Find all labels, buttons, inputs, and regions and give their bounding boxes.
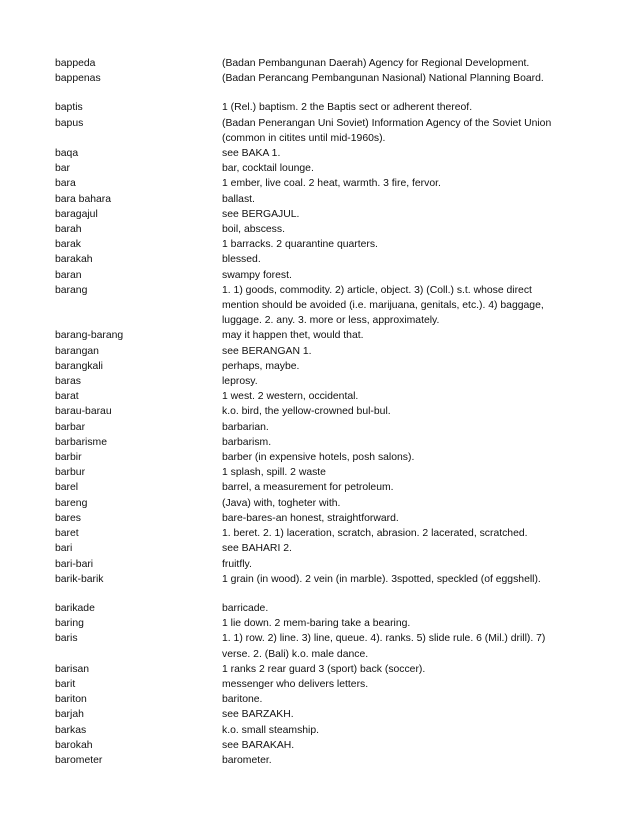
definition-line: 1 (Rel.) baptism. 2 the Baptis sect or adherent thereof. [222, 102, 473, 114]
entry-definition [222, 465, 575, 480]
entry-definition [222, 161, 575, 176]
definition-line: fruitfly. [222, 558, 252, 570]
entry-definition [222, 116, 575, 146]
definition-line: see BAKA 1. [222, 148, 281, 160]
entry-term: barat [55, 391, 79, 403]
glossary-entry [55, 496, 575, 511]
definition-line: see BERANGAN 1. [222, 345, 312, 357]
definition-line: baritone. [222, 694, 263, 706]
entry-definition [222, 541, 575, 556]
definition-line: mention should be avoided (i.e. marijuana, genitals, etc.). 4) baggage, [222, 300, 544, 312]
entry-definition [222, 480, 575, 495]
definition-line: 1 grain (in wood). 2 vein (in marble). 3spotted, speckled (of eggshell). [222, 573, 541, 585]
entry-term: barangan [55, 345, 99, 357]
definition-line: barbarism. [222, 436, 272, 448]
entry-term: barang [55, 284, 88, 296]
entry-term: baring [55, 618, 84, 630]
entry-term: bareng [55, 497, 88, 509]
entry-definition [222, 496, 575, 511]
glossary-entry [55, 753, 575, 768]
glossary-entry [55, 222, 575, 237]
entry-term: barik-barik [55, 573, 104, 585]
entry-term: bari [55, 543, 73, 555]
entry-term: barbarisme [55, 436, 107, 448]
entry-term: barel [55, 482, 79, 494]
entry-definition [222, 707, 575, 722]
entry-definition [222, 616, 575, 631]
entry-term: bar [55, 163, 71, 175]
definition-line: boil, abscess. [222, 224, 285, 236]
entry-term: barau-barau [55, 406, 112, 418]
glossary-entry [55, 344, 575, 359]
glossary-entry [55, 207, 575, 222]
entry-definition [222, 420, 575, 435]
entry-term: barakah [55, 254, 93, 266]
glossary-entry [55, 56, 575, 71]
entry-definition [222, 723, 575, 738]
entry-definition [222, 176, 575, 191]
entry-definition [222, 662, 575, 677]
entry-definition [222, 374, 575, 389]
entry-definition [222, 631, 575, 661]
definition-line: 1 ember, live coal. 2 heat, warmth. 3 fire, fervor. [222, 178, 441, 190]
glossary-entry [55, 465, 575, 480]
glossary-entry [55, 161, 575, 176]
glossary-entry [55, 435, 575, 450]
entry-term: barisan [55, 663, 90, 675]
entry-definition [222, 359, 575, 374]
glossary-entry [55, 283, 575, 329]
entry-term: barokah [55, 739, 93, 751]
entry-term: barbir [55, 452, 82, 464]
entry-definition [222, 56, 575, 71]
definition-line: see BERGAJUL. [222, 208, 300, 220]
entry-definition [222, 753, 575, 768]
entry-term: barbar [55, 421, 86, 433]
definition-line: (Java) with, togheter with. [222, 497, 341, 509]
entry-term: barikade [55, 602, 95, 614]
glossary-entry [55, 601, 575, 616]
definition-line: verse. 2. (Bali) k.o. male dance. [222, 648, 369, 660]
entry-definition [222, 237, 575, 252]
glossary-entry [55, 480, 575, 495]
glossary-entry [55, 511, 575, 526]
entry-term: baran [55, 269, 82, 281]
entry-term: barak [55, 239, 81, 251]
entry-term: baras [55, 376, 81, 388]
definition-line: barometer. [222, 754, 272, 766]
glossary-entry [55, 71, 575, 86]
glossary-entry [55, 662, 575, 677]
definition-line: k.o. small steamship. [222, 724, 320, 736]
glossary-entry [55, 541, 575, 556]
glossary-entry [55, 146, 575, 161]
definition-line: perhaps, maybe. [222, 360, 300, 372]
entry-definition [222, 328, 575, 343]
definition-line: see BARZAKH. [222, 709, 294, 721]
entry-definition [222, 557, 575, 572]
definition-line: barber (in expensive hotels, posh salons). [222, 452, 415, 464]
glossary-entry [55, 677, 575, 692]
definition-line: 1. beret. 2. 1) laceration, scratch, abrasion. 2 lacerated, scratched. [222, 528, 528, 540]
entry-definition [222, 344, 575, 359]
entry-definition [222, 100, 575, 115]
entry-term: barjah [55, 709, 84, 721]
entry-term: barit [55, 678, 76, 690]
definition-line: bare-bares-an honest, straightforward. [222, 512, 399, 524]
entry-definition [222, 268, 575, 283]
definition-line: (Badan Perancang Pembangunan Nasional) National Planning Board. [222, 73, 544, 85]
definition-line: messenger who delivers letters. [222, 678, 369, 690]
definition-line: 1 lie down. 2 mem-baring take a bearing. [222, 618, 411, 630]
definition-line: 1 ranks 2 rear guard 3 (sport) back (soccer). [222, 663, 426, 675]
definition-line: ballast. [222, 193, 255, 205]
entry-term: baqa [55, 148, 79, 160]
entry-definition [222, 207, 575, 222]
entry-definition [222, 572, 575, 587]
entry-term: barangkali [55, 360, 103, 372]
definition-line: 1 barracks. 2 quarantine quarters. [222, 239, 378, 251]
glossary-entry [55, 420, 575, 435]
glossary-entry [55, 252, 575, 267]
glossary-entry [55, 572, 575, 587]
entry-term: barbur [55, 467, 86, 479]
definition-line: barbarian. [222, 421, 269, 433]
definition-line: see BAHARI 2. [222, 543, 292, 555]
entry-term: bapus [55, 117, 84, 129]
entry-definition [222, 601, 575, 616]
glossary-entry [55, 526, 575, 541]
definition-line: 1. 1) row. 2) line. 3) line, queue. 4). ranks. 5) slide rule. 6 (Mil.) drill). 7) [222, 633, 546, 645]
definition-line: may it happen thet, would that. [222, 330, 364, 342]
glossary-entry [55, 116, 575, 146]
glossary-entry [55, 374, 575, 389]
entry-term: baragajul [55, 208, 98, 220]
definition-line: k.o. bird, the yellow-crowned bul-bul. [222, 406, 391, 418]
entry-term: bari-bari [55, 558, 94, 570]
glossary-entry [55, 692, 575, 707]
entry-definition [222, 222, 575, 237]
entry-definition [222, 71, 575, 86]
entry-definition [222, 677, 575, 692]
glossary-entry [55, 616, 575, 631]
glossary-entry [55, 359, 575, 374]
definition-line: (Badan Pembangunan Daerah) Agency for Regional Development. [222, 58, 530, 69]
entry-definition [222, 192, 575, 207]
entry-term: bappeda [55, 58, 96, 69]
definition-line: (Badan Penerangan Uni Soviet) Information Agency of the Soviet Union [222, 117, 552, 129]
definition-line: swampy forest. [222, 269, 292, 281]
entry-definition [222, 146, 575, 161]
entry-term: barang-barang [55, 330, 124, 342]
definition-line: (common in citites until mid-1960s). [222, 132, 386, 144]
definition-line: blessed. [222, 254, 261, 266]
glossary-entry [55, 389, 575, 404]
entry-term: bara bahara [55, 193, 112, 205]
entry-term: bariton [55, 694, 87, 706]
glossary-entry [55, 176, 575, 191]
entry-definition [222, 511, 575, 526]
entry-term: barah [55, 224, 82, 236]
entry-definition [222, 252, 575, 267]
glossary-entry [55, 450, 575, 465]
entry-definition [222, 283, 575, 329]
entry-definition [222, 435, 575, 450]
glossary-list [55, 56, 575, 768]
entry-term: bappenas [55, 73, 101, 85]
definition-line: luggage. 2. any. 3. more or less, approximately. [222, 315, 440, 327]
glossary-entry [55, 328, 575, 343]
glossary-entry [55, 192, 575, 207]
entry-definition [222, 389, 575, 404]
entry-term: bares [55, 512, 81, 524]
glossary-entry [55, 738, 575, 753]
glossary-entry [55, 404, 575, 419]
glossary-entry [55, 723, 575, 738]
entry-definition [222, 738, 575, 753]
glossary-entry [55, 631, 575, 661]
definition-line: barricade. [222, 602, 269, 614]
entry-term: barkas [55, 724, 87, 736]
entry-term: baret [55, 528, 79, 540]
glossary-entry [55, 100, 575, 115]
definition-line: leprosy. [222, 376, 258, 388]
definition-line: barrel, a measurement for petroleum. [222, 482, 394, 494]
glossary-entry [55, 557, 575, 572]
entry-term: bara [55, 178, 76, 190]
entry-definition [222, 404, 575, 419]
entry-term: baris [55, 633, 78, 645]
entry-definition [222, 526, 575, 541]
entry-term: baptis [55, 102, 83, 114]
entry-definition [222, 692, 575, 707]
definition-line: bar, cocktail lounge. [222, 163, 314, 175]
entry-definition [222, 450, 575, 465]
glossary-entry [55, 268, 575, 283]
definition-line: 1. 1) goods, commodity. 2) article, object. 3) (Coll.) s.t. whose direct [222, 284, 532, 296]
glossary-entry [55, 707, 575, 722]
definition-line: 1 west. 2 western, occidental. [222, 391, 359, 403]
definition-line: 1 splash, spill. 2 waste [222, 467, 326, 479]
glossary-entry [55, 237, 575, 252]
entry-term: barometer [55, 754, 103, 766]
definition-line: see BARAKAH. [222, 739, 295, 751]
